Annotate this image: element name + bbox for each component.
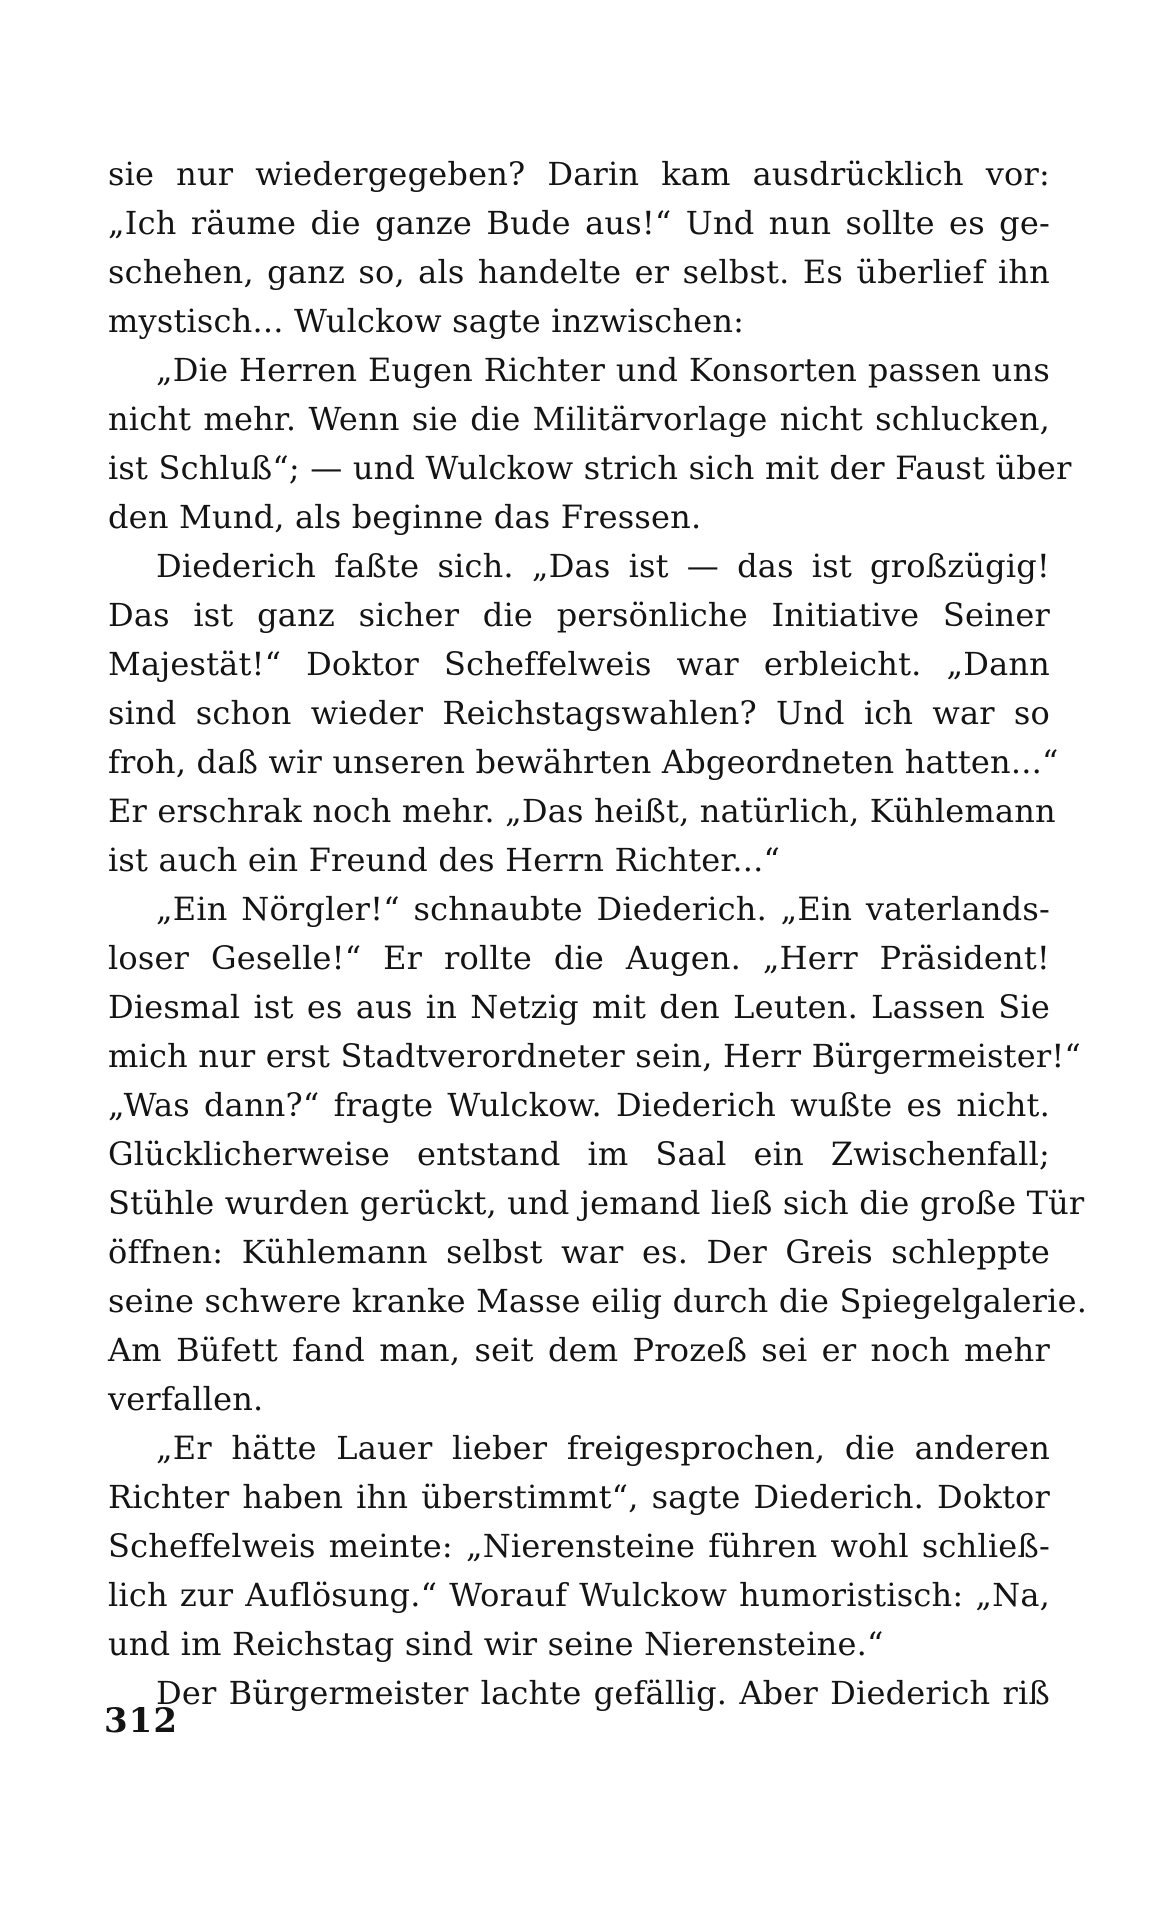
text-line: Glücklicherweise entstand im Saal ein Zwischenfall; bbox=[108, 1135, 1050, 1173]
text-line: verfallen. bbox=[108, 1380, 264, 1418]
text-line: Er erschrak noch mehr. „Das heißt, natürlich, Kühlemann bbox=[108, 792, 1056, 830]
text-line: lich zur Auflösung.“ Worauf Wulckow humoristisch: „Na, bbox=[108, 1576, 1050, 1614]
body-text bbox=[108, 150, 1088, 1718]
text-line: öffnen: Kühlemann selbst war es. Der Greis schleppte bbox=[108, 1233, 1050, 1271]
page-number: 312 bbox=[104, 1701, 178, 1741]
text-line: Diesmal ist es aus in Netzig mit den Leuten. Lassen Sie bbox=[108, 988, 1050, 1026]
text-line: Diederich faßte sich. „Das ist — das ist großzügig! bbox=[156, 547, 1050, 585]
text-line: sind schon wieder Reichstagswahlen? Und ich war so bbox=[108, 694, 1050, 732]
text-line: ist auch ein Freund des Herrn Richter...“ bbox=[108, 841, 781, 879]
text-line: loser Geselle!“ Er rollte die Augen. „Herr Präsident! bbox=[108, 939, 1050, 977]
text-line: Das ist ganz sicher die persönliche Initiative Seiner bbox=[108, 596, 1050, 634]
text-line: Scheffelweis meinte: „Nierensteine führen wohl schließ- bbox=[108, 1527, 1050, 1565]
text-line: Richter haben ihn überstimmt“, sagte Diederich. Doktor bbox=[108, 1478, 1050, 1516]
text-line: „Was dann?“ fragte Wulckow. Diederich wußte es nicht. bbox=[108, 1086, 1050, 1124]
text-line: mich nur erst Stadtverordneter sein, Herr Bürgermeister!“ bbox=[108, 1037, 1081, 1075]
text-line: mystisch... Wulckow sagte inzwischen: bbox=[108, 302, 745, 340]
text-line: „Ich räume die ganze Bude aus!“ Und nun sollte es ge- bbox=[108, 204, 1050, 242]
text-line: Majestät!“ Doktor Scheffelweis war erbleicht. „Dann bbox=[108, 645, 1050, 683]
text-line: „Die Herren Eugen Richter und Konsorten passen uns bbox=[156, 351, 1050, 389]
text-line: seine schwere kranke Masse eilig durch die Spiegelgalerie. bbox=[108, 1282, 1088, 1320]
text-line: froh, daß wir unseren bewährten Abgeordneten hatten...“ bbox=[108, 743, 1059, 781]
text-line: „Er hätte Lauer lieber freigesprochen, die anderen bbox=[156, 1429, 1050, 1467]
text-line: Stühle wurden gerückt, und jemand ließ sich die große Tür bbox=[108, 1184, 1085, 1222]
text-line: sie nur wiedergegeben? Darin kam ausdrücklich vor: bbox=[108, 155, 1050, 193]
text-line: „Ein Nörgler!“ schnaubte Diederich. „Ein vaterlands- bbox=[156, 890, 1050, 928]
text-line: den Mund, als beginne das Fressen. bbox=[108, 498, 702, 536]
text-line: ist Schluß“; — und Wulckow strich sich mit der Faust über bbox=[108, 449, 1072, 487]
text-line: Am Büfett fand man, seit dem Prozeß sei er noch mehr bbox=[108, 1331, 1050, 1369]
text-line: und im Reichstag sind wir seine Nierensteine.“ bbox=[108, 1625, 884, 1663]
text-line: Der Bürgermeister lachte gefällig. Aber Diederich riß bbox=[156, 1674, 1050, 1712]
text-line: nicht mehr. Wenn sie die Militärvorlage nicht schlucken, bbox=[108, 400, 1050, 438]
text-line: schehen, ganz so, als handelte er selbst. Es überlief ihn bbox=[108, 253, 1050, 291]
